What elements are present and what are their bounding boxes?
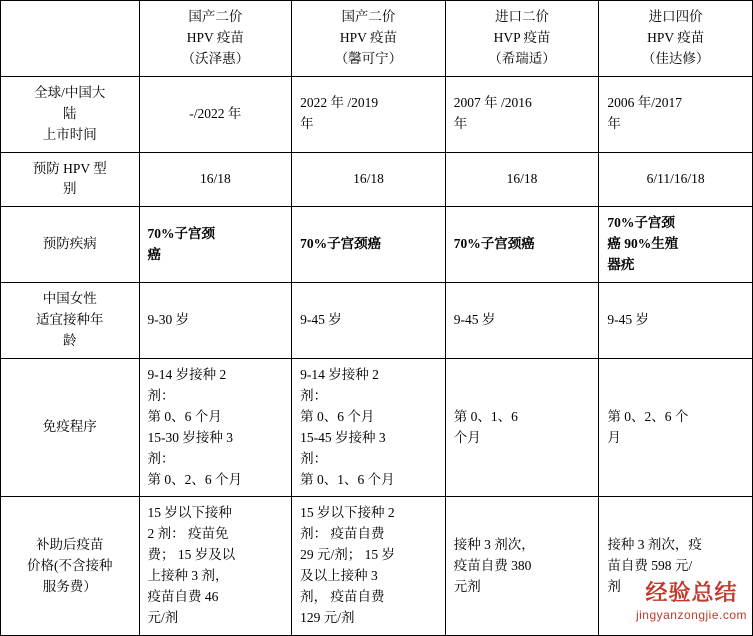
row-header-line: 别 xyxy=(63,181,77,197)
cell-line: 器疣 xyxy=(607,257,635,273)
cell-line: 70%子宫颈癌 xyxy=(300,236,382,252)
table-cell xyxy=(292,358,446,497)
table-row xyxy=(1,152,753,207)
row-header-disease-prevention xyxy=(1,207,140,283)
cell-line: 15-30 岁接种 3 xyxy=(147,429,234,445)
cell-line: 年 xyxy=(300,116,314,132)
table-cell xyxy=(445,207,599,283)
cell-line: 元/剂 xyxy=(147,610,179,626)
table-row xyxy=(1,497,753,636)
cell-line: 15 岁以下接种 xyxy=(147,505,232,521)
cell-line: 第 0、6 个月 xyxy=(300,408,375,424)
cell-line: 癌 90%生殖 xyxy=(607,236,679,252)
cell-line: 年 xyxy=(453,116,468,132)
table-row xyxy=(1,207,753,283)
row-header-launch-time xyxy=(1,76,140,152)
cell-line: 剂： 疫苗自费 xyxy=(300,526,385,542)
table-cell xyxy=(445,497,599,636)
row-header-line: 预防 HPV 型 xyxy=(32,160,107,176)
row-header-immunization-schedule xyxy=(1,358,140,497)
table-cell xyxy=(599,76,753,152)
row-header-line: 服务费） xyxy=(42,578,97,594)
cell-line: 剂： xyxy=(147,450,175,466)
row-header-line: 全球/中国大 xyxy=(34,84,106,100)
table-cell xyxy=(292,497,446,636)
table-cell xyxy=(445,358,599,497)
cell-line: 9-45 岁 xyxy=(300,312,342,328)
table-cell xyxy=(139,152,292,207)
cell-line: 第 0、1、6 个月 xyxy=(300,471,395,487)
table-row xyxy=(1,358,753,497)
row-header-line: 价格(不含接种 xyxy=(27,557,113,573)
cell-line: 月 xyxy=(607,429,621,445)
table-cell xyxy=(599,358,753,497)
column-header-line: HPV 疫苗 xyxy=(186,29,244,45)
table-row xyxy=(1,76,753,152)
cell-line: 剂： xyxy=(147,387,175,403)
table-cell xyxy=(139,283,292,359)
cell-line: 年 xyxy=(607,116,621,132)
cell-line: 15 岁以下接种 2 xyxy=(300,505,395,521)
cell-line: 6/11/16/18 xyxy=(646,170,705,186)
table-cell xyxy=(139,358,292,497)
table-cell xyxy=(445,283,599,359)
table-cell xyxy=(599,152,753,207)
row-header-line: 中国女性 xyxy=(42,291,97,307)
cell-line: 剂： xyxy=(300,387,328,403)
column-header-line: （沃泽惠） xyxy=(181,50,250,66)
cell-line: 2022 年 /2019 xyxy=(300,95,379,111)
table-cell xyxy=(292,283,446,359)
column-header-line: 进口四价 xyxy=(648,9,703,24)
table-cell xyxy=(292,207,446,283)
cell-line: 16/18 xyxy=(353,170,384,186)
column-header-col3 xyxy=(445,1,599,77)
column-header-line: HPV 疫苗 xyxy=(339,29,398,45)
cell-line: 及以上接种 3 xyxy=(300,568,378,584)
cell-line: 苗自费 598 元/ xyxy=(607,557,693,573)
cell-line: 第 0、1、6 xyxy=(453,408,518,424)
cell-line: 第 0、2、6 个 xyxy=(607,408,689,424)
row-header-line: 陆 xyxy=(63,105,77,121)
table-cell xyxy=(599,283,753,359)
cell-line: 上接种 3 剂， xyxy=(147,568,229,584)
cell-line: 元剂 xyxy=(453,578,481,594)
cell-line: 70%子宫颈 xyxy=(147,225,216,241)
cell-line: 70%子宫颈 xyxy=(607,215,675,231)
column-header-line: HVP 疫苗 xyxy=(493,29,551,45)
cell-line: 费； 15 岁及以 xyxy=(147,547,236,563)
cell-line: 疫苗自费 46 xyxy=(147,589,219,605)
cell-line: 剂， 疫苗自费 xyxy=(300,589,385,605)
table-cell xyxy=(139,497,292,636)
table-cell xyxy=(599,207,753,283)
cell-line: 16/18 xyxy=(506,170,538,186)
table-corner-cell xyxy=(1,1,140,77)
cell-line: 129 元/剂 xyxy=(300,610,355,626)
row-header-line: 补助后疫苗 xyxy=(36,536,104,552)
watermark-sub-text: jingyanzongjie.com xyxy=(635,608,747,622)
table-cell xyxy=(445,76,599,152)
cell-line: 70%子宫颈癌 xyxy=(453,236,535,252)
cell-line: -/2022 年 xyxy=(189,105,242,121)
row-header-line: 适宜接种年 xyxy=(36,312,104,328)
column-header-col4 xyxy=(599,1,753,77)
row-header-line: 免疫程序 xyxy=(42,419,97,435)
cell-line: 2006 年/2017 xyxy=(607,95,682,111)
table-cell xyxy=(139,76,292,152)
cell-line: 2 剂： 疫苗免 xyxy=(147,526,229,542)
column-header-line: 国产二价 xyxy=(188,9,243,24)
cell-line: 9-45 岁 xyxy=(453,312,496,328)
column-header-line: （希瑞适） xyxy=(488,50,556,66)
table-header-row xyxy=(1,1,753,77)
row-header-age-range xyxy=(1,283,140,359)
column-header-col1 xyxy=(139,1,292,77)
cell-line: 2007 年 /2016 xyxy=(453,95,532,111)
column-header-line: 国产二价 xyxy=(341,9,396,24)
row-header-line: 上市时间 xyxy=(42,126,97,142)
column-header-line: HPV 疫苗 xyxy=(647,29,705,45)
cell-line: 16/18 xyxy=(199,170,231,186)
row-header-line: 预防疾病 xyxy=(42,236,97,252)
cell-line: 15-45 岁接种 3 xyxy=(300,429,386,445)
cell-line: 第 0、2、6 个月 xyxy=(147,471,243,487)
cell-line: 9-45 岁 xyxy=(607,312,649,328)
column-header-line: （馨可宁） xyxy=(334,50,403,66)
watermark-main-text: 经验总结 xyxy=(645,580,738,605)
cell-line: 个月 xyxy=(453,429,481,445)
cell-line: 癌 xyxy=(147,246,162,262)
table-row xyxy=(1,283,753,359)
table-cell xyxy=(292,76,446,152)
cell-line: 疫苗自费 380 xyxy=(453,557,532,573)
cell-line: 9-30 岁 xyxy=(147,312,190,328)
cell-line: 9-14 岁接种 2 xyxy=(300,366,379,382)
cell-line: 9-14 岁接种 2 xyxy=(147,366,227,382)
column-header-col2 xyxy=(292,1,446,77)
row-header-line: 龄 xyxy=(63,332,77,348)
table-cell xyxy=(292,152,446,207)
row-header-hpv-types xyxy=(1,152,140,207)
cell-line: 29 元/剂； 15 岁 xyxy=(300,547,396,563)
column-header-line: （佳达修） xyxy=(641,50,710,66)
cell-line: 接种 3 剂次，疫 xyxy=(607,536,702,552)
column-header-line: 进口二价 xyxy=(495,9,550,24)
cell-line: 第 0、6 个月 xyxy=(147,408,222,424)
table-cell xyxy=(599,497,753,636)
cell-line: 接种 3 剂次， xyxy=(453,536,535,552)
row-header-subsidized-price xyxy=(1,497,140,636)
cell-line: 剂 xyxy=(607,578,621,594)
cell-line: 剂： xyxy=(300,450,328,466)
table-cell xyxy=(445,152,599,207)
table-cell xyxy=(139,207,292,283)
